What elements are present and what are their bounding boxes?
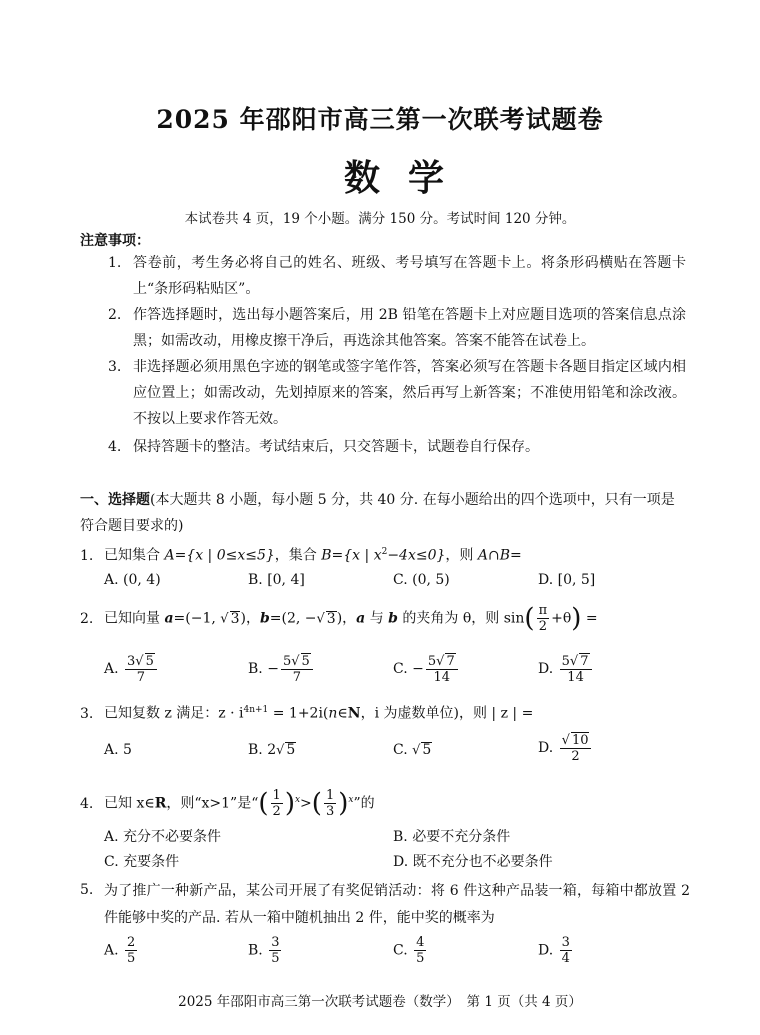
sqrt-icon: √ <box>412 743 421 758</box>
denominator: 3 <box>325 804 335 820</box>
fraction <box>269 935 281 966</box>
sqrt-icon: √ <box>220 611 229 627</box>
left-paren-icon: ( <box>524 603 535 634</box>
fraction <box>271 788 283 819</box>
denominator: 2 <box>538 619 547 634</box>
sqrt-icon: √ <box>316 611 325 627</box>
option-a <box>104 653 159 685</box>
radicand: 3 <box>326 610 336 627</box>
option-b: B. 必要不充分条件 <box>393 829 511 845</box>
notice-item-number: 2. <box>108 307 122 323</box>
option-label: C. <box>393 661 408 677</box>
radicand: 3 <box>230 610 240 627</box>
sqrt-icon: √ <box>569 654 579 669</box>
option-c: C. (0, 5) <box>393 572 450 588</box>
option-label: C. <box>393 742 408 758</box>
vector-b: b <box>388 610 398 627</box>
radicand: 5 <box>422 742 432 758</box>
fraction <box>414 935 426 966</box>
intersection-expression: A∩B= <box>477 547 522 564</box>
option-label: A. <box>104 942 119 959</box>
question-text: ，则“x>1”是“ <box>166 795 259 812</box>
question-3 <box>80 698 690 726</box>
question-text: 已知 x∈ <box>104 795 155 812</box>
page-footer: 2025 年邵阳市高三第一次联考试题卷（数学） 第 1 页（共 4 页） <box>178 994 582 1010</box>
option-d <box>538 653 594 685</box>
numerator: 3 <box>271 935 280 950</box>
coefficient: 5 <box>282 654 292 669</box>
coefficient: 3 <box>127 654 136 669</box>
radicand: 7 <box>446 654 455 669</box>
question-text: ”的 <box>353 795 375 812</box>
question-4 <box>80 788 690 819</box>
numerator: 1 <box>272 788 281 804</box>
question-text: = 1+2i( <box>268 705 329 722</box>
numerator <box>426 653 458 670</box>
fraction <box>560 653 592 685</box>
subject-title: 数学 <box>343 157 472 199</box>
notice-item-1 <box>108 250 686 302</box>
question-text: 已知复数 z 满足：z · i <box>104 705 244 722</box>
option-b <box>248 935 283 966</box>
exponent: 2 <box>381 547 388 557</box>
sqrt-icon: √ <box>561 733 570 748</box>
set-b-expression: −4x≤0} <box>387 547 446 564</box>
option-label: C. <box>393 942 408 959</box>
numerator: 1 <box>325 788 335 804</box>
fraction <box>426 653 458 685</box>
question-text: =(−1, <box>173 610 221 627</box>
vector-a: a <box>164 610 174 627</box>
sqrt-icon: √ <box>276 743 285 758</box>
option-label: D. <box>538 740 554 756</box>
notice-item-number: 1. <box>108 255 122 271</box>
natural-numbers-symbol: N <box>347 705 361 722</box>
sqrt-icon: √ <box>291 654 300 669</box>
right-paren-icon: ) <box>284 788 295 819</box>
question-number: 3. <box>80 705 94 722</box>
question-number: 5. <box>80 882 94 898</box>
option-b <box>248 740 296 761</box>
notice-item-text: 非选择题必须用黑色字迹的钢笔或签字笔作答，答案必须写在答题卡各题目指定区域内相应位置上；如需改动，先划掉原来的答案，然后再写上新答案；不准使用铅笔和涂改液。不按以上要求作答无效。 <box>133 359 686 427</box>
question-text: 为了推广一种新产品，某公司开展了有奖促销活动：将 6 件这种产品装一箱，每箱中都放置 2 件能够中奖的产品. 若从一箱中随机抽出 2 件，能中奖的概率为 <box>104 883 690 926</box>
coefficient: 5 <box>561 654 570 669</box>
numerator: 4 <box>416 935 425 950</box>
radicand: 5 <box>286 742 296 758</box>
numerator <box>281 653 313 670</box>
exam-info: 本试卷共 4 页，19 个小题。满分 150 分。考试时间 120 分钟。 <box>184 211 576 227</box>
exponent: x <box>294 795 301 805</box>
section-label: 一、选择题 <box>80 492 150 508</box>
option-label: B. <box>248 742 263 758</box>
notice-item-4 <box>108 434 686 460</box>
option-c <box>393 935 428 966</box>
denominator: 7 <box>136 670 146 685</box>
exponent: 4n+1 <box>243 705 269 715</box>
question-text: 已知集合 <box>104 547 165 564</box>
vector-b: b <box>259 610 270 627</box>
question-2 <box>80 603 690 634</box>
option-c: C. 充要条件 <box>104 854 180 870</box>
notice-item-text: 作答选择题时，选出每小题答案后，用 2B 铅笔在答题卡上对应题目选项的答案信息点涂黑；如需改动，用橡皮擦干净后，再选涂其他答案。答案不能答在试卷上。 <box>133 307 686 349</box>
section-heading <box>80 487 688 539</box>
denominator: 14 <box>567 670 584 685</box>
notice-item-number: 4. <box>108 439 122 455</box>
denominator: 5 <box>127 951 136 966</box>
denominator: 5 <box>416 951 425 966</box>
question-text: ，集合 <box>274 547 322 564</box>
radicand: 7 <box>580 654 589 669</box>
left-paren-icon: ( <box>258 788 269 819</box>
exponent: x <box>348 795 354 805</box>
question-text: 已知向量 <box>104 610 165 627</box>
option-label: A. <box>104 742 119 758</box>
radicand: 5 <box>301 654 310 669</box>
numerator: 2 <box>127 935 136 950</box>
radicand: 10 <box>571 733 589 748</box>
option-a: A. (0, 4) <box>104 572 161 588</box>
question-text: +θ <box>551 610 572 627</box>
option-c <box>393 653 460 685</box>
set-b-expression: B={x | x <box>321 547 382 564</box>
question-number: 1. <box>80 547 94 564</box>
question-1 <box>80 540 690 568</box>
notice-item-text: 答卷前，考生务必将自己的姓名、班级、考号填写在答题卡上。将条形码横贴在答题卡上“条形码粘贴区”。 <box>133 255 686 297</box>
question-text: n∈ <box>328 705 348 722</box>
numerator: π <box>538 603 548 618</box>
option-a: A. 充分不必要条件 <box>104 829 222 845</box>
option-b: B. [0, 4] <box>248 572 305 588</box>
option-b <box>248 653 315 685</box>
option-d <box>538 732 593 764</box>
fraction <box>537 603 550 634</box>
exam-title: 2025 年邵阳市高三第一次联考试题卷 <box>156 105 604 134</box>
left-paren-icon: ( <box>311 788 322 819</box>
option-c <box>393 740 432 761</box>
denominator: 2 <box>272 804 281 820</box>
option-value: 5 <box>123 742 132 758</box>
option-label: B. <box>248 661 263 677</box>
fraction <box>281 653 313 685</box>
inequality-sign: > <box>300 795 312 812</box>
real-numbers-symbol: R <box>154 795 167 812</box>
notice-heading: 注意事项： <box>80 233 150 249</box>
numerator <box>560 653 592 670</box>
question-5 <box>80 878 690 932</box>
set-a-expression: A={x | 0≤x≤5} <box>164 547 275 564</box>
coefficient: 2 <box>267 742 277 758</box>
right-paren-icon: ) <box>571 603 582 634</box>
vector-a: a <box>356 610 366 627</box>
section-description: (本大题共 8 小题，每小题 5 分，共 40 分. 在每小题给出的四个选项中，只有一项是符合题目要求的) <box>80 492 675 534</box>
fraction <box>125 653 157 685</box>
denominator: 2 <box>571 749 580 764</box>
sqrt-icon: √ <box>135 654 144 669</box>
sqrt-icon: √ <box>436 654 445 669</box>
fraction <box>560 935 572 966</box>
notice-item-2 <box>108 302 686 354</box>
denominator: 14 <box>433 670 451 685</box>
option-label: B. <box>248 942 263 959</box>
option-d <box>538 935 574 966</box>
question-text: ，i 为虚数单位)，则 | z | = <box>360 705 534 722</box>
option-d: D. [0, 5] <box>538 572 596 588</box>
question-text: =(2, − <box>269 610 317 627</box>
question-number: 2. <box>80 610 94 627</box>
option-a <box>104 740 132 760</box>
option-a <box>104 935 139 966</box>
denominator: 7 <box>292 670 301 685</box>
question-text: 的夹角为 θ，则 sin <box>397 610 525 627</box>
fraction <box>125 935 137 966</box>
question-text: ，则 <box>445 547 478 564</box>
right-paren-icon: ) <box>338 788 349 819</box>
question-text: = <box>581 610 598 627</box>
option-d: D. 既不充分也不必要条件 <box>393 854 553 870</box>
sign: − <box>267 661 279 677</box>
notice-item-number: 3. <box>108 359 122 375</box>
denominator: 4 <box>561 951 570 966</box>
option-label: D. <box>538 661 554 677</box>
numerator: 3 <box>561 935 570 950</box>
numerator <box>125 653 157 670</box>
coefficient: 5 <box>427 654 437 669</box>
question-text: 与 <box>365 610 389 627</box>
question-text: )， <box>240 610 260 627</box>
sign: − <box>412 661 424 677</box>
fraction <box>324 788 336 819</box>
fraction <box>560 732 592 764</box>
question-number: 4. <box>80 795 94 812</box>
option-label: A. <box>104 661 119 677</box>
radicand: 5 <box>145 654 154 669</box>
option-label: D. <box>538 942 554 959</box>
denominator: 5 <box>271 951 280 966</box>
numerator <box>560 732 592 749</box>
notice-item-text: 保持答题卡的整洁。考试结束后，只交答题卡，试题卷自行保存。 <box>133 439 539 455</box>
notice-item-3 <box>108 354 686 432</box>
question-text: )， <box>336 610 357 627</box>
